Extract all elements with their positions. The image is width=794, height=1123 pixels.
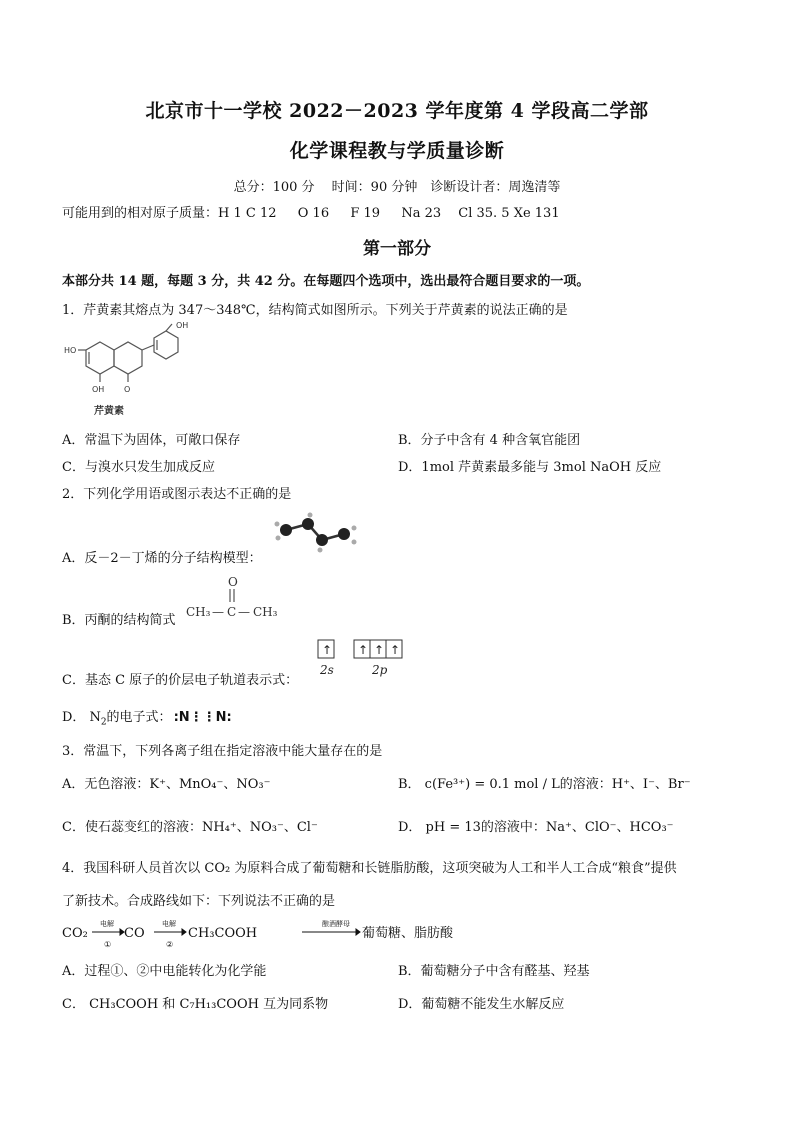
- apigenin-structure-figure: [62, 320, 212, 420]
- n2-lewis-structure: :N⋮⋮N:: [173, 710, 232, 725]
- q2-option-d[interactable]: [62, 706, 232, 728]
- q2-d-formula: N: [89, 710, 101, 725]
- svg-text:2s: 2s: [320, 663, 334, 677]
- butene-ball-stick-model: [272, 512, 368, 556]
- fig-o-bottom: O: [124, 385, 131, 394]
- svg-text:CO: CO: [124, 926, 145, 941]
- svg-text:—: —: [212, 605, 224, 619]
- svg-text:↑: ↑: [374, 643, 385, 657]
- q2-option-b[interactable]: B．丙酮的结构简式: [62, 613, 176, 628]
- exam-title: 北京市十一学校 2022－2023 学年度第 4 学段高二学部: [145, 100, 649, 122]
- svg-text:②: ②: [166, 940, 174, 949]
- svg-text:C: C: [227, 605, 237, 619]
- q4-option-b[interactable]: B．葡萄糖分子中含有醛基、羟基: [398, 964, 590, 979]
- svg-text:2p: 2p: [372, 663, 388, 677]
- exam-subtitle: 化学课程教与学质量诊断: [289, 140, 505, 162]
- section-title: 第一部分: [363, 239, 431, 259]
- svg-text:电解: 电解: [162, 920, 176, 928]
- q3-option-d[interactable]: D． pH = 13的溶液中：Na⁺、ClO⁻、HCO₃⁻: [398, 820, 674, 835]
- orbital-diagram: [316, 638, 416, 680]
- question-4-stem-line1: 4．我国科研人员首次以 CO₂ 为原料合成了葡萄糖和长链脂肪酸，这项突破为人工和半人工合成“粮食”提供: [62, 861, 677, 876]
- q2-d-suffix: 的电子式：: [106, 710, 172, 725]
- svg-text:CH₃COOH: CH₃COOH: [188, 926, 258, 941]
- fig-ho-left: HO: [64, 346, 77, 355]
- svg-text:酿酒酵母: 酿酒酵母: [322, 920, 350, 928]
- fig-oh-top: OH: [176, 321, 189, 330]
- question-4-stem-line2: 了新技术。合成路线如下：下列说法不正确的是: [62, 894, 336, 909]
- svg-text:CH₃: CH₃: [253, 605, 278, 619]
- question-1-stem: 1．芹黄素其熔点为 347～348℃，结构简式如图所示。下列关于芹黄素的说法正确的是: [62, 303, 568, 318]
- question-3-stem: 3．常温下，下列各离子组在指定溶液中能大量存在的是: [62, 744, 383, 759]
- q2-option-c[interactable]: C．基态 C 原子的价层电子轨道表示式：: [62, 673, 299, 688]
- q4-option-d[interactable]: D．葡萄糖不能发生水解反应: [398, 997, 565, 1012]
- svg-text:↑: ↑: [390, 643, 401, 657]
- question-2-stem: 2．下列化学用语或图示表达不正确的是: [62, 487, 292, 502]
- q4-option-c[interactable]: C． CH₃COOH 和 C₇H₁₃COOH 互为同系物: [62, 997, 329, 1012]
- q1-option-b[interactable]: B．分子中含有 4 种含氧官能团: [398, 433, 581, 448]
- q1-option-a[interactable]: A．常温下为固体，可敞口保存: [62, 433, 241, 448]
- q2-d-prefix: D．: [62, 710, 86, 725]
- svg-text:O: O: [228, 575, 238, 589]
- q2-option-a[interactable]: A．反－2－丁烯的分子结构模型：: [62, 551, 262, 566]
- section-instructions: 本部分共 14 题，每题 3 分，共 42 分。在每题四个选项中，选出最符合题目要求的一项。: [62, 274, 590, 289]
- q3-option-c[interactable]: C．使石蕊变红的溶液：NH₄⁺、NO₃⁻、Cl⁻: [62, 820, 318, 835]
- exam-info: 总分：100 分 时间：90 分钟 诊断设计者：周逸清等: [233, 180, 561, 195]
- svg-text:CH₃: CH₃: [186, 605, 211, 619]
- acetone-formula: [186, 574, 296, 624]
- fig-oh-bottom: OH: [92, 385, 105, 394]
- figure-caption: 芹黄素: [94, 406, 124, 417]
- q1-option-d[interactable]: D．1mol 芹黄素最多能与 3mol NaOH 反应: [398, 460, 662, 475]
- svg-text:电解: 电解: [100, 920, 114, 928]
- svg-text:↑: ↑: [322, 643, 333, 657]
- svg-text:—: —: [238, 605, 250, 619]
- atomic-masses: 可能用到的相对原子质量：H 1 C 12 O 16 F 19 Na 23 Cl 35. 5 Xe 131: [62, 206, 560, 221]
- synthesis-route: [62, 916, 482, 950]
- q3-option-b[interactable]: B． c(Fe³⁺) = 0.1 mol / L的溶液：H⁺、I⁻、Br⁻: [398, 777, 691, 792]
- svg-text:葡萄糖、脂肪酸: 葡萄糖、脂肪酸: [362, 926, 454, 941]
- svg-text:↑: ↑: [358, 643, 369, 657]
- q3-option-a[interactable]: A．无色溶液：K⁺、MnO₄⁻、NO₃⁻: [62, 777, 271, 792]
- svg-text:CO₂: CO₂: [62, 926, 88, 941]
- q2-d-sub: 2: [100, 717, 107, 728]
- svg-text:①: ①: [104, 940, 112, 949]
- q4-option-a[interactable]: A．过程①、②中电能转化为化学能: [62, 964, 267, 979]
- q1-option-c[interactable]: C．与溴水只发生加成反应: [62, 460, 215, 475]
